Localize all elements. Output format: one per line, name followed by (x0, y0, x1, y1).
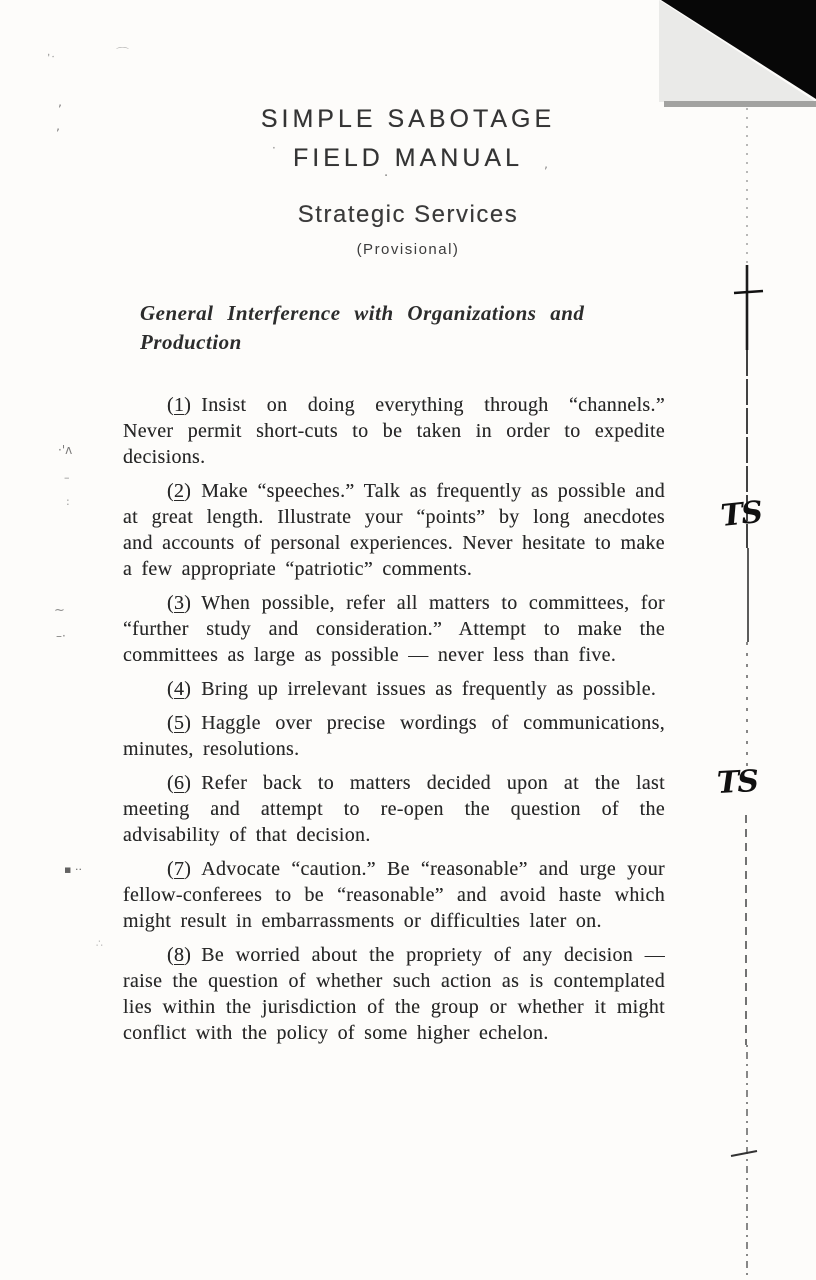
edition-label: (Provisional) (356, 241, 460, 258)
pencil-mark: ʼ· (45, 50, 58, 65)
pencil-mark: ∴ (96, 937, 103, 950)
pencil-mark: ‚ (56, 119, 60, 133)
item-number: ( 1 ) (167, 394, 191, 416)
item-text: Advocate “caution.” Be “reasonable” and urge your fellow-conferees to be “reasonable” and avoid haste which might result in embarrassments or difficulties later on. (123, 858, 665, 932)
pencil-mark: ~ (54, 603, 65, 618)
item-number: ( 5 ) (167, 712, 191, 734)
title-block (0, 100, 816, 178)
sabotage-item-7 (123, 856, 665, 934)
pencil-mark: ▪ ·· (64, 863, 82, 876)
item-number: ( 2 ) (167, 480, 191, 502)
pencil-mark: – (64, 471, 70, 484)
pencil-mark: ‚ (544, 157, 548, 171)
sabotage-item-4 (123, 676, 665, 702)
pencil-mark: ‚ (58, 95, 62, 109)
pencil-mark: : (66, 495, 70, 508)
classification-stamp-upper: TS (719, 495, 763, 534)
item-text: Make “speeches.” Talk as frequently as possible and at great length. Illustrate your “points” by long anecdotes and accounts of personal experiences. Never hesitate to make a few appropriate “patriotic” comments. (123, 480, 665, 580)
section-heading: General Interference with Organizations and Production (140, 301, 585, 354)
pencil-mark: · (272, 141, 276, 155)
sabotage-item-5 (123, 710, 665, 762)
sabotage-item-8 (123, 942, 665, 1046)
pencil-mark: ⌒ (116, 47, 130, 62)
item-number: ( 6 ) (167, 772, 191, 794)
pencil-mark: ·'ʌ (58, 443, 73, 457)
document-subtitle: Strategic Services (297, 201, 519, 228)
sabotage-item-1 (123, 392, 665, 470)
manual-body (123, 392, 665, 1046)
document-title-line-2: FIELD MANUAL (293, 144, 523, 172)
sabotage-item-6 (123, 770, 665, 848)
item-number: ( 8 ) (167, 944, 191, 966)
item-number: ( 7 ) (167, 858, 191, 880)
document-title-line-1: SIMPLE SABOTAGE (260, 105, 556, 133)
item-number: ( 3 ) (167, 592, 191, 614)
classification-stamp-lower: TS (716, 763, 758, 802)
pencil-mark: –· (56, 629, 66, 643)
sabotage-item-2 (123, 478, 665, 582)
item-text: When possible, refer all matters to committees, for “further study and consideration.” Attempt to make the committees as large as possible — never less than five. (123, 592, 665, 666)
item-number: ( 4 ) (167, 678, 191, 700)
item-text: Insist on doing everything through “channels.” Never permit short-cuts to be taken in order to expedite decisions. (123, 394, 665, 468)
item-text: Haggle over precise wordings of communications, minutes, resolutions. (123, 712, 665, 760)
sabotage-item-3 (123, 590, 665, 668)
item-text: Refer back to matters decided upon at the last meeting and attempt to re-open the question of the advisability of that decision. (123, 772, 665, 846)
item-text: Bring up irrelevant issues as frequently as possible. (201, 678, 657, 700)
pencil-mark: · (384, 169, 389, 184)
item-text: Be worried about the propriety of any decision — raise the question of whether such action as is contemplated lies within the jurisdiction of the group or whether it might conflict with the policy of some higher echelon. (123, 944, 665, 1044)
